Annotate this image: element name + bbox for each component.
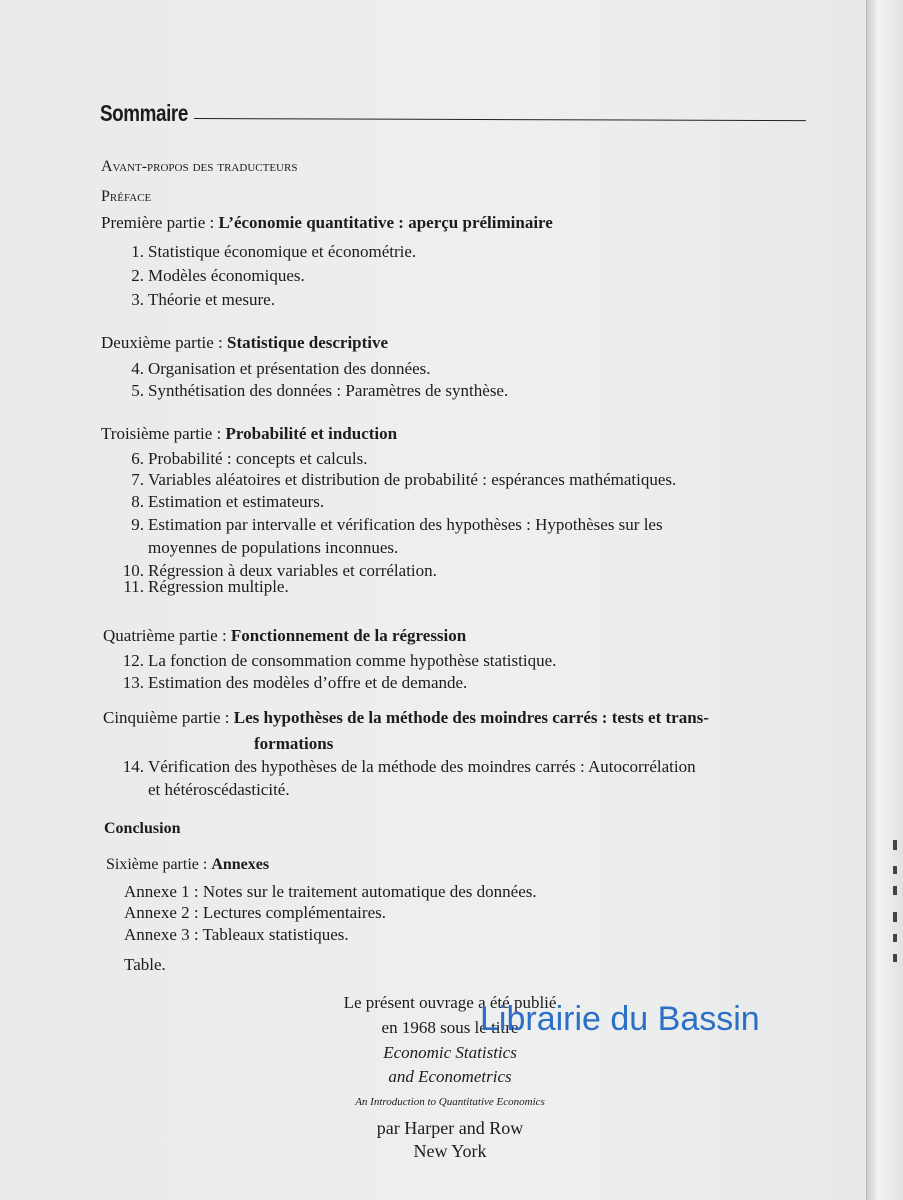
chapter-title-continuation: et hétéroscédasticité. bbox=[148, 780, 290, 799]
chapter-entry bbox=[120, 673, 467, 693]
chapter-number: 5. bbox=[131, 381, 144, 400]
table-entry: Table. bbox=[124, 955, 166, 974]
chapter-title: Organisation et présentation des données. bbox=[148, 359, 431, 378]
colophon-line: en 1968 sous le titre bbox=[381, 1018, 519, 1037]
chapter-title: Théorie et mesure. bbox=[148, 290, 275, 309]
chapter-title: Estimation par intervalle et vérification des hypothèses : Hypothèses sur les bbox=[148, 515, 663, 534]
chapter-title: Estimation et estimateurs. bbox=[148, 492, 325, 511]
chapter-entry bbox=[120, 577, 289, 597]
edge-mark bbox=[893, 934, 897, 942]
chapter-entry bbox=[120, 470, 676, 490]
part-heading bbox=[101, 213, 553, 233]
chapter-number: 11. bbox=[123, 577, 144, 596]
edge-mark bbox=[893, 886, 897, 895]
original-title: and Econometrics bbox=[388, 1067, 512, 1086]
chapter-title: Estimation des modèles d’offre et de demande. bbox=[148, 673, 468, 692]
chapter-title: Probabilité : concepts et calculs. bbox=[148, 449, 368, 468]
part-heading bbox=[103, 626, 466, 646]
chapter-title: Modèles économiques. bbox=[148, 266, 305, 285]
seller-watermark: Librairie du Bassin bbox=[480, 1000, 760, 1038]
chapter-number: 9. bbox=[131, 515, 144, 534]
publisher-city: New York bbox=[413, 1141, 487, 1161]
edge-mark bbox=[893, 912, 897, 922]
chapter-title: Régression multiple. bbox=[148, 577, 289, 596]
annex-entry: Annexe 3 : Tableaux statistiques. bbox=[124, 925, 349, 944]
edge-mark bbox=[893, 954, 897, 962]
part-title: Annexes bbox=[211, 856, 270, 873]
part-label: Cinquième partie : bbox=[103, 708, 230, 727]
part-label: Troisième partie : bbox=[101, 424, 222, 443]
chapter-entry bbox=[120, 492, 324, 512]
chapter-title: Variables aléatoires et distribution de probabilité : espérances mathématiques. bbox=[148, 470, 677, 489]
conclusion-entry: Conclusion bbox=[104, 820, 181, 837]
chapter-entry bbox=[120, 266, 305, 286]
part-title: Statistique descriptive bbox=[227, 333, 389, 352]
avant-propos-entry: Avant-propos des traducteurs bbox=[101, 158, 298, 175]
chapter-entry bbox=[120, 757, 696, 777]
colophon-line: Le présent ouvrage a été publié bbox=[343, 993, 557, 1012]
chapter-number: 4. bbox=[131, 359, 144, 378]
chapter-entry bbox=[120, 381, 508, 401]
chapter-number: 14. bbox=[122, 757, 144, 776]
chapter-number: 3. bbox=[131, 290, 144, 309]
annex-entry: Annexe 2 : Lectures complémentaires. bbox=[124, 903, 386, 922]
chapter-title: La fonction de consommation comme hypothèse statistique. bbox=[148, 651, 557, 670]
part-label: Quatrième partie : bbox=[103, 626, 227, 645]
chapter-number: 7. bbox=[131, 470, 144, 489]
chapter-number: 10. bbox=[122, 561, 144, 580]
edge-mark bbox=[893, 866, 897, 874]
sommaire-heading: Sommaire bbox=[100, 100, 188, 126]
part-heading bbox=[101, 424, 397, 444]
chapter-entry bbox=[120, 449, 368, 469]
chapter-title: Régression à deux variables et corrélation. bbox=[148, 561, 437, 580]
part-label: Première partie : bbox=[101, 213, 215, 232]
chapter-title-continuation: moyennes de populations inconnues. bbox=[148, 538, 399, 557]
part-title: Probabilité et induction bbox=[225, 424, 398, 443]
chapter-title: Vérification des hypothèses de la méthode des moindres carrés : Autocorrélation bbox=[148, 757, 696, 776]
part-heading bbox=[101, 333, 388, 353]
chapter-number: 12. bbox=[122, 651, 144, 670]
edge-mark bbox=[893, 840, 897, 850]
part-label: Sixième partie : bbox=[106, 856, 208, 873]
chapter-number: 6. bbox=[131, 449, 144, 468]
part-heading bbox=[103, 708, 709, 728]
part-title: Les hypothèses de la méthode des moindres carrés : tests et trans- bbox=[233, 708, 709, 727]
chapter-number: 8. bbox=[131, 492, 144, 511]
chapter-entry bbox=[120, 651, 556, 671]
publisher: par Harper and Row bbox=[376, 1118, 524, 1138]
chapter-entry bbox=[120, 290, 275, 310]
chapter-title: Synthétisation des données : Paramètres de synthèse. bbox=[148, 381, 509, 400]
original-subtitle: An Introduction to Quantitative Economics bbox=[355, 1096, 545, 1108]
chapter-title: Statistique économique et économétrie. bbox=[148, 242, 417, 261]
part-title-continuation: formations bbox=[254, 734, 334, 753]
chapter-entry bbox=[120, 359, 430, 379]
annex-entry: Annexe 1 : Notes sur le traitement automatique des données. bbox=[124, 882, 537, 901]
part-title: L’économie quantitative : aperçu préliminaire bbox=[218, 213, 553, 232]
preface-entry: Préface bbox=[101, 188, 152, 205]
chapter-number: 1. bbox=[131, 242, 144, 261]
chapter-entry bbox=[120, 242, 416, 262]
chapter-number: 13. bbox=[122, 673, 144, 692]
original-title: Economic Statistics bbox=[383, 1043, 517, 1062]
chapter-entry bbox=[120, 515, 663, 535]
part-heading bbox=[106, 856, 269, 874]
chapter-number: 2. bbox=[131, 266, 144, 285]
facing-page-edge bbox=[866, 0, 903, 1200]
part-label: Deuxième partie : bbox=[101, 333, 223, 352]
part-title: Fonctionnement de la régression bbox=[230, 626, 467, 645]
